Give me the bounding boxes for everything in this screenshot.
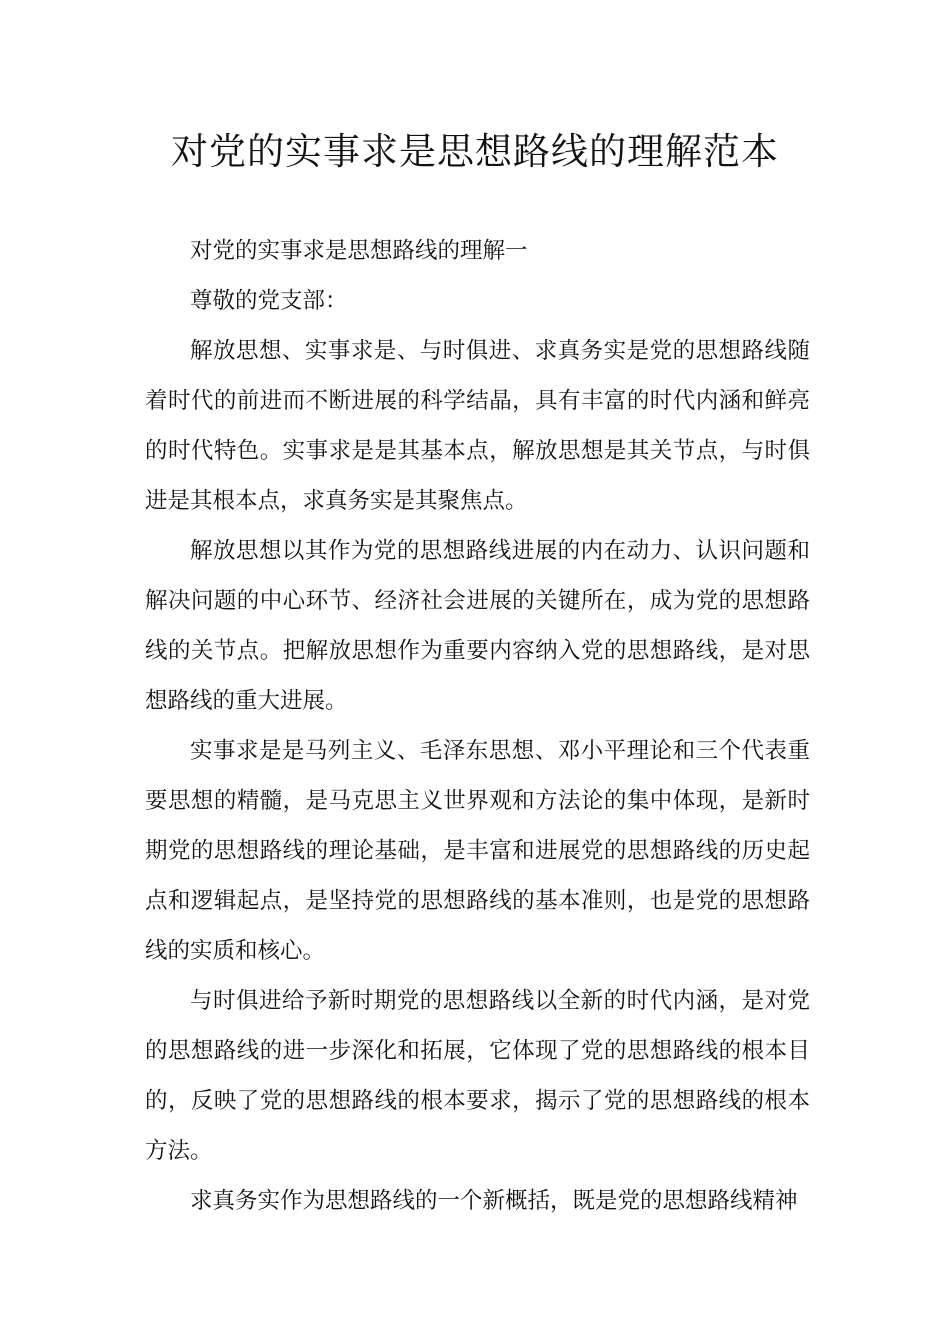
paragraph-salutation: 尊敬的党支部：: [190, 288, 348, 314]
paragraph: 与时俱进给予新时期党的思想路线以全新的时代内涵，是对党的思想路线的进一步深化和拓展，它体现了党的思想路线的根本目的，反映了党的思想路线的根本要求，揭示了党的思想路线的根本方法。: [145, 988, 810, 1164]
paragraph: 求真务实作为思想路线的一个新概括，既是党的思想路线精神: [190, 1188, 798, 1214]
paragraph: 解放思想以其作为党的思想路线进展的内在动力、认识问题和解决问题的中心环节、经济社会进展的关键所在，成为党的思想路线的关节点。把解放思想作为重要内容纳入党的思想路线，是对思想路线的重大进展。: [145, 538, 810, 714]
paragraph-subtitle: 对党的实事求是思想路线的理解一: [190, 238, 528, 264]
paragraph: 解放思想、实事求是、与时俱进、求真务实是党的思想路线随着时代的前进而不断进展的科学结晶，具有丰富的时代内涵和鲜亮的时代特色。实事求是是其基本点，解放思想是其关节点，与时俱进是其根本点，求真务实是其聚焦点。: [145, 338, 810, 514]
paragraph: 实事求是是马列主义、毛泽东思想、邓小平理论和三个代表重要思想的精髓，是马克思主义世界观和方法论的集中体现，是新时期党的思想路线的理论基础，是丰富和进展党的思想路线的历史起点和逻辑起点，是坚持党的思想路线的基本准则，也是党的思想路线的实质和核心。: [145, 738, 810, 964]
document-body: [145, 226, 810, 1226]
document-title: 对党的实事求是思想路线的理解范本: [171, 130, 779, 173]
